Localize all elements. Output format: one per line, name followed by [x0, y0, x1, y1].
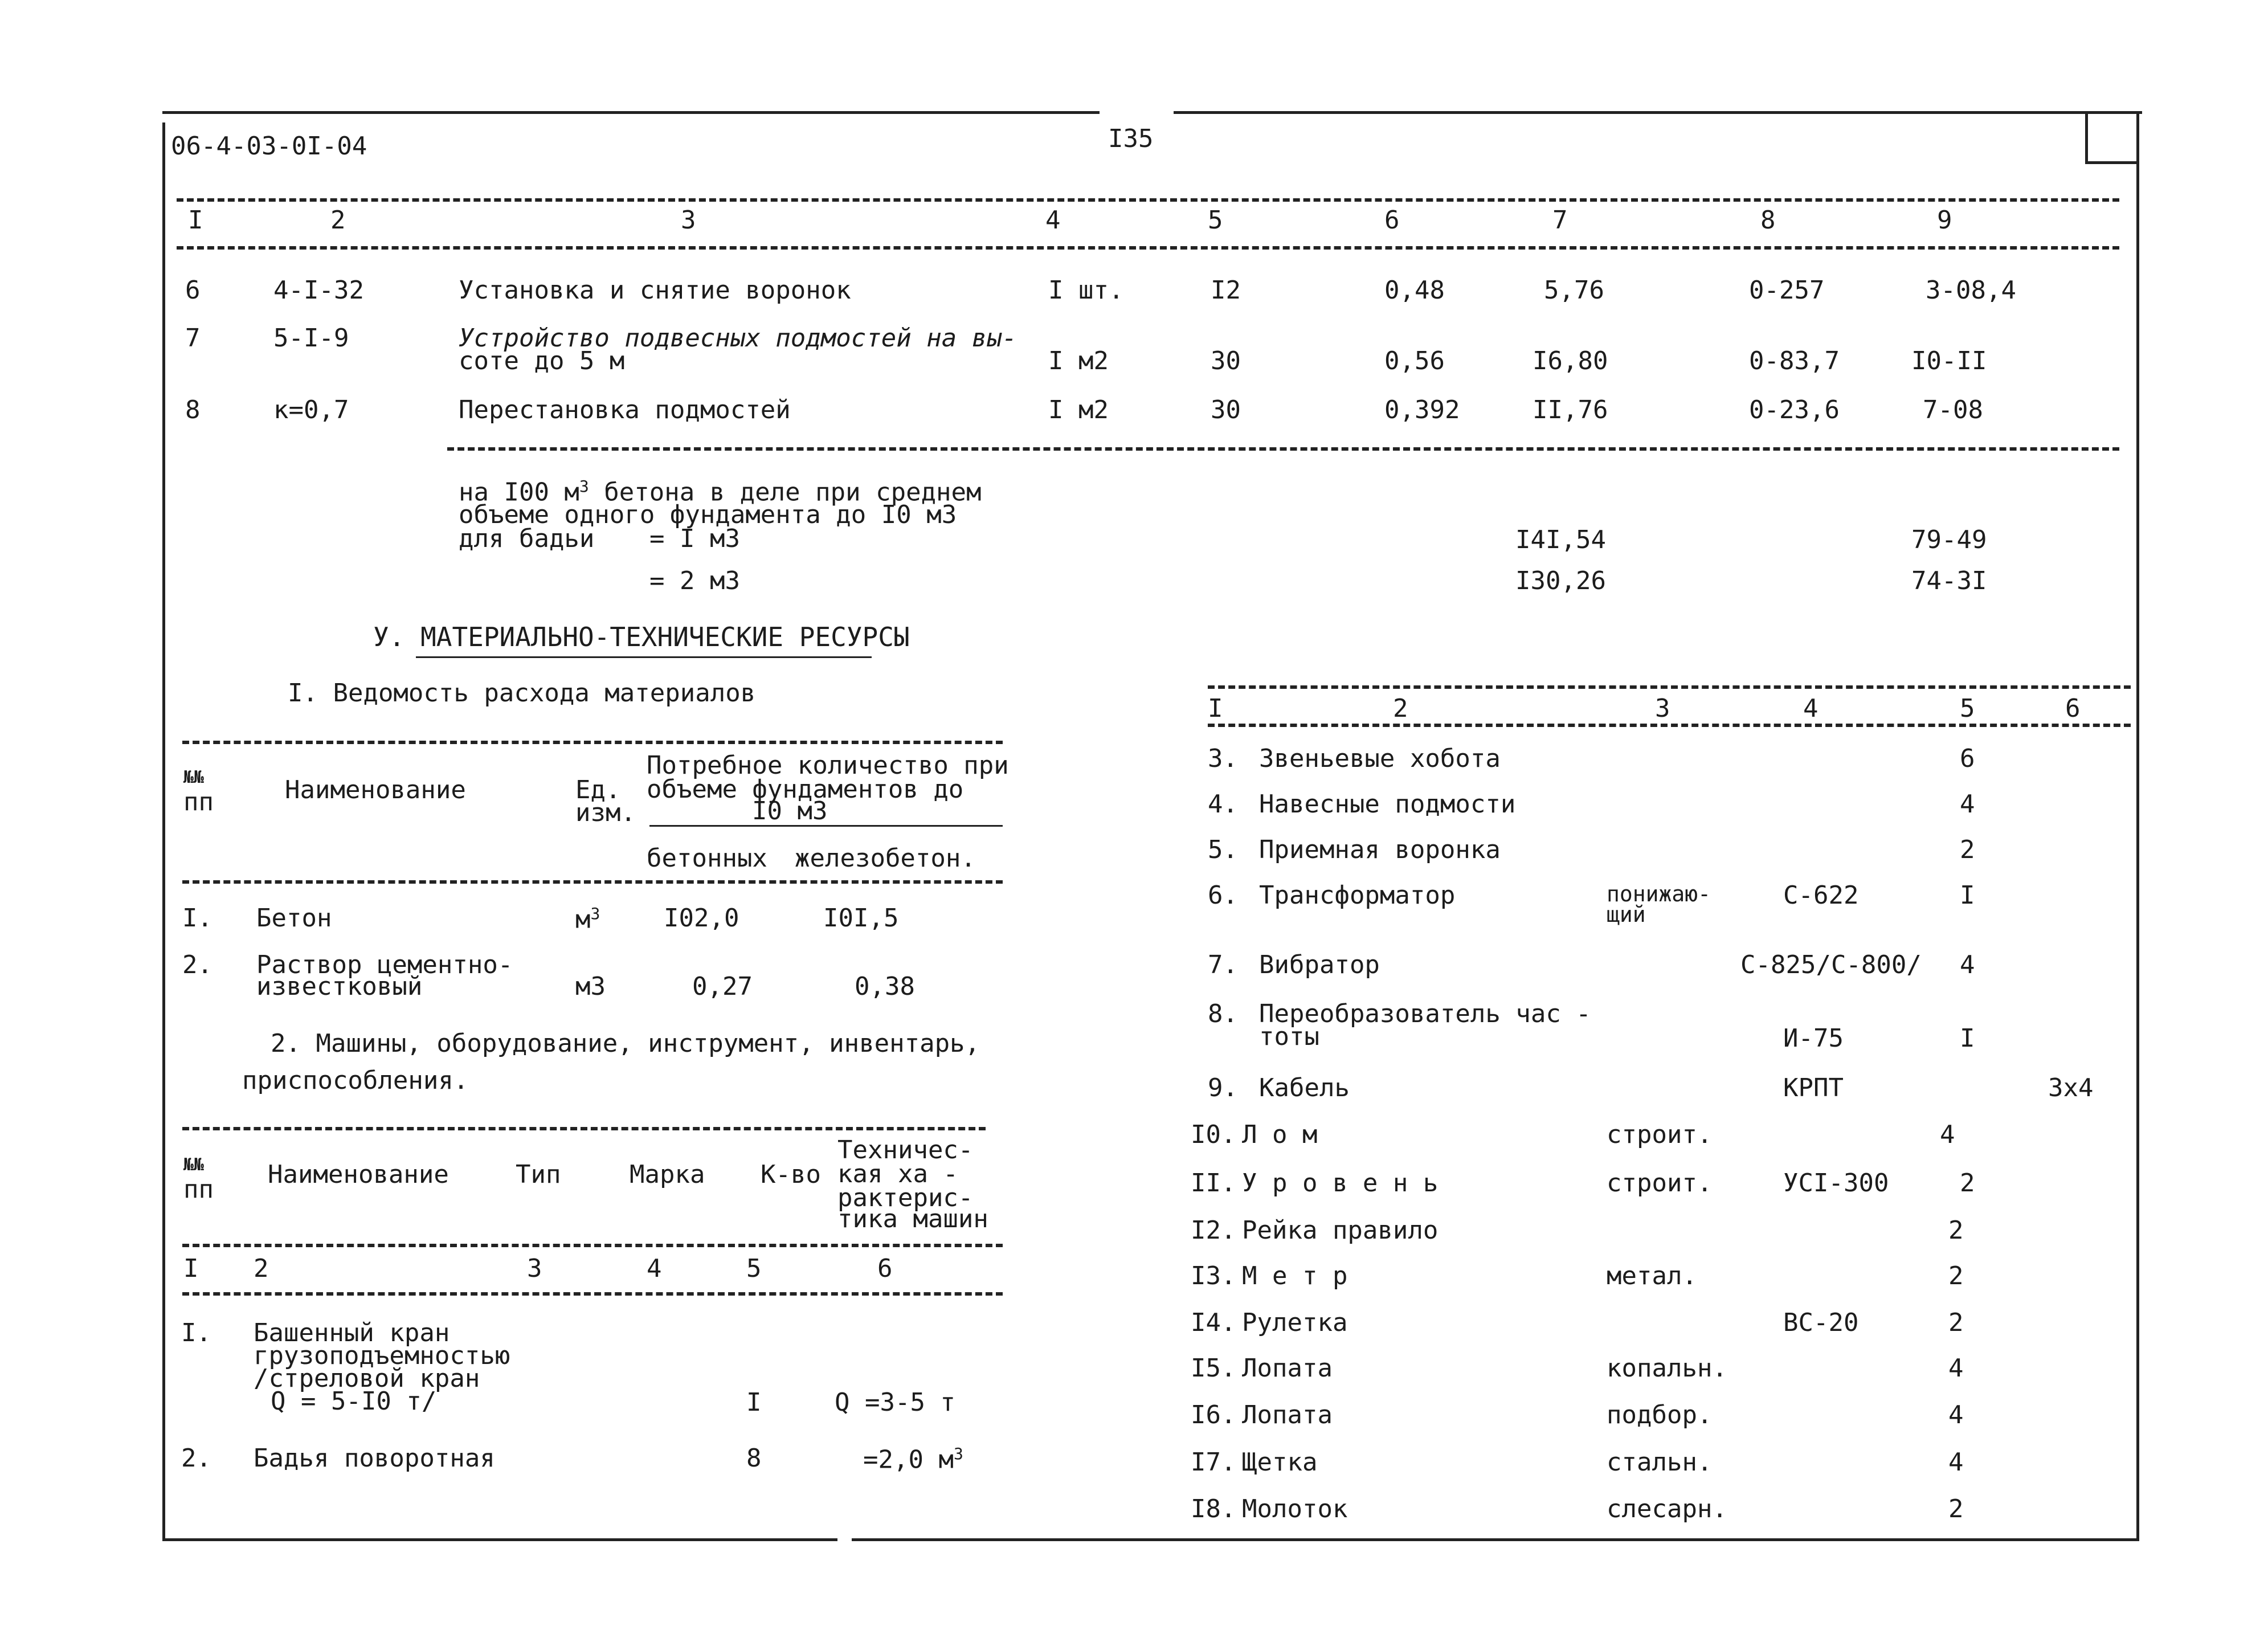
row-number: 9.	[1208, 1073, 1238, 1102]
table1-col-header: 7	[1552, 206, 1568, 235]
right-col-header: 2	[1393, 694, 1408, 723]
row-type: метал.	[1607, 1261, 1697, 1290]
row-number: I4.	[1191, 1308, 1236, 1337]
row-col6: 0,56	[1384, 346, 1445, 375]
materials-top-rule	[182, 741, 1003, 744]
section-title-underline	[416, 656, 872, 658]
row-number: I0.	[1191, 1120, 1236, 1149]
row-col9: I0-II	[1911, 346, 1987, 375]
table1-top-rule	[177, 198, 2119, 202]
row-number: II.	[1191, 1169, 1236, 1198]
row-quantity: 2	[1948, 1494, 1964, 1523]
row-name: Переобразователь час -	[1259, 999, 1591, 1028]
document-code: 06-4-03-0I-04	[171, 132, 367, 161]
row-name-cont: Q = 5-I0 т/	[271, 1387, 437, 1416]
row-quantity: 4	[1948, 1448, 1964, 1477]
machines-col-number: 2	[254, 1254, 269, 1283]
total-line-3a: для бадьи	[459, 524, 595, 553]
row-number: 7	[185, 324, 201, 353]
machines-h-tech3: рактерис-	[837, 1183, 974, 1212]
right-table-header-rule	[1208, 724, 2131, 727]
total-r1-col9: 79-49	[1911, 525, 1987, 554]
table1-col-header: 9	[1937, 206, 1952, 235]
row-col6: 0,48	[1384, 276, 1445, 305]
row-name: М е т р	[1242, 1261, 1348, 1290]
materials-header-rule	[182, 880, 1003, 884]
row-number: I6.	[1191, 1400, 1236, 1429]
frame-bottom-right	[852, 1538, 2139, 1541]
row-value-zhb: 0,38	[855, 972, 915, 1001]
machines-h-name: Наименование	[268, 1160, 449, 1189]
row-col6: 3х4	[2048, 1073, 2094, 1102]
row-name: Рулетка	[1242, 1308, 1348, 1337]
row-number: 4.	[1208, 790, 1238, 819]
row-name: Щетка	[1242, 1448, 1318, 1477]
row-number: 2.	[182, 950, 213, 979]
row-quantity: I2	[1211, 276, 1241, 305]
row-quantity: 2	[1948, 1216, 1964, 1245]
total-line-1-sup: 3	[579, 477, 589, 496]
row-number: I5.	[1191, 1354, 1236, 1383]
machines-top-rule	[182, 1127, 986, 1130]
machines-h-qty: К-во	[761, 1160, 821, 1189]
table1-bottom-rule	[447, 447, 2119, 451]
row-name-cont: грузоподъемностью	[254, 1341, 510, 1370]
row-number: I.	[182, 904, 213, 933]
row-value-beton: I02,0	[664, 904, 739, 933]
row-quantity: 2	[1948, 1261, 1964, 1290]
machines-col-number: 5	[746, 1254, 762, 1283]
total-r2-col9: 74-3I	[1911, 566, 1987, 595]
total-line-1b: бетона в деле при среднем	[589, 477, 982, 507]
page-number: I35	[1108, 124, 1154, 153]
materials-h-need1: Потребное количество при	[647, 751, 1009, 780]
machines-h-tech2: кая ха -	[837, 1159, 958, 1188]
row-name: Устройство подвесных подмостей на вы-	[459, 324, 1017, 353]
table1-col-header: 8	[1760, 206, 1776, 235]
row-number: 8.	[1208, 999, 1238, 1028]
machines-col-number: 6	[877, 1254, 893, 1283]
row-name-cont: соте до 5 м	[459, 346, 625, 375]
right-col-header: I	[1208, 694, 1223, 723]
row-name: У р о в е н ь	[1242, 1169, 1439, 1198]
row-quantity: I	[1960, 1024, 1975, 1053]
table1-col-header: 3	[681, 206, 696, 235]
machines-h-type: Тип	[516, 1160, 561, 1189]
row-number: 3.	[1208, 744, 1238, 773]
row-quantity: 4	[1960, 950, 1975, 979]
table1-header-rule	[177, 246, 2119, 250]
row-number: I3.	[1191, 1261, 1236, 1290]
row-type-cont: щий	[1607, 902, 1646, 927]
machines-title-line1: 2. Машины, оборудование, инструмент, инвентарь,	[271, 1029, 980, 1058]
materials-h-unit2: изм.	[575, 798, 636, 827]
row-quantity: 4	[1960, 790, 1975, 819]
corner-stamp-box	[2085, 113, 2138, 164]
table1-col-header: 6	[1384, 206, 1400, 235]
row-name: Молоток	[1242, 1494, 1348, 1523]
row-number: I8.	[1191, 1494, 1236, 1523]
row-name: Бетон	[256, 904, 332, 933]
row-tech-sup: 3	[953, 1444, 963, 1463]
frame-bottom-left	[162, 1538, 837, 1541]
row-name: Перестановка подмостей	[459, 395, 791, 424]
row-quantity: 8	[746, 1444, 762, 1473]
row-quantity: I	[746, 1388, 762, 1417]
row-quantity: I	[1960, 881, 1975, 910]
row-quantity: 4	[1948, 1400, 1964, 1429]
materials-h-unit1: Ед.	[575, 775, 621, 804]
row-type: строит.	[1607, 1120, 1713, 1149]
total-line-2: объеме одного фундамента до I0 м3	[459, 500, 957, 529]
frame-top-left	[162, 111, 1100, 114]
row-col9: 7-08	[1923, 395, 1983, 424]
row-name: Рейка правило	[1242, 1216, 1439, 1245]
total-r1-col7: I4I,54	[1515, 525, 1606, 554]
machines-col-number: 3	[527, 1254, 542, 1283]
row-col6: 0,392	[1384, 395, 1460, 424]
row-col8: 0-23,6	[1749, 395, 1840, 424]
row-quantity: 30	[1211, 346, 1241, 375]
frame-left	[162, 122, 165, 1541]
row-tech-text: =2,0 м	[863, 1445, 954, 1474]
row-quantity: 4	[1940, 1120, 1955, 1149]
materials-h-beton: бетонных	[647, 844, 767, 873]
materials-h-zhb: железобетон.	[795, 844, 976, 873]
total-line-3b: = I м3	[649, 524, 740, 553]
row-code: 5-I-9	[273, 324, 349, 353]
row-name-cont: известковый	[256, 972, 423, 1001]
row-mark: УСI-300	[1783, 1169, 1889, 1198]
machines-h-tech4: тика машин	[837, 1204, 988, 1233]
row-type: слесарн.	[1607, 1494, 1727, 1523]
frame-right	[2136, 111, 2139, 1541]
row-number: I7.	[1191, 1448, 1236, 1477]
frame-top-right	[1174, 111, 2142, 114]
row-number: 6	[185, 276, 201, 305]
machines-number-rule	[182, 1292, 1003, 1296]
total-r2-col7: I30,26	[1515, 566, 1606, 595]
row-type: понижаю-	[1607, 881, 1711, 906]
table1-col-header: 2	[330, 206, 346, 235]
row-code: 4-I-32	[273, 276, 364, 305]
table1-col-header: 4	[1045, 206, 1061, 235]
row-col7: I6,80	[1533, 346, 1608, 375]
row-name: Кабель	[1259, 1073, 1350, 1102]
row-tech	[863, 1446, 963, 1473]
row-name: Навесные подмости	[1259, 790, 1516, 819]
machines-col-number: 4	[647, 1254, 662, 1283]
row-unit-text: м	[575, 905, 591, 934]
row-number: 6.	[1208, 881, 1238, 910]
row-col8: 0-83,7	[1749, 346, 1840, 375]
right-col-header: 6	[2065, 694, 2081, 723]
row-type: копальн.	[1607, 1354, 1727, 1383]
row-quantity: 30	[1211, 395, 1241, 424]
row-value-beton: 0,27	[692, 972, 753, 1001]
row-col8: 0-257	[1749, 276, 1825, 305]
right-col-header: 3	[1655, 694, 1670, 723]
machines-h-num2: пп	[183, 1175, 214, 1204]
materials-h-need2: объеме фундаментов до	[647, 775, 964, 804]
row-mark: ВС-20	[1783, 1308, 1859, 1337]
row-code: к=0,7	[273, 395, 349, 424]
row-name: Трансформатор	[1259, 881, 1456, 910]
materials-subtitle: I. Ведомость расхода материалов	[288, 679, 756, 708]
total-line-4: = 2 м3	[649, 566, 740, 595]
section-title: У. МАТЕРИАЛЬНО-ТЕХНИЧЕСКИЕ РЕСУРСЫ	[373, 622, 910, 652]
materials-h-need3: I0 м3	[752, 797, 828, 826]
row-name: Звеньевые хобота	[1259, 744, 1501, 773]
right-col-header: 4	[1803, 694, 1819, 723]
row-name: Приемная воронка	[1259, 835, 1501, 864]
machines-h-mark: Марка	[630, 1160, 705, 1189]
row-name: Вибратор	[1259, 950, 1380, 979]
materials-h-name: Наименование	[285, 775, 466, 804]
row-name: Раствор цементно-	[256, 950, 513, 979]
row-name-cont: тоты	[1259, 1022, 1319, 1051]
total-line-1a: на I00 м	[459, 477, 579, 507]
row-unit: I м2	[1048, 346, 1109, 375]
row-quantity: 6	[1960, 744, 1975, 773]
row-mark: С-622	[1783, 881, 1859, 910]
row-name: Бадья поворотная	[254, 1444, 495, 1473]
row-type: строит.	[1607, 1169, 1713, 1198]
right-col-header: 5	[1960, 694, 1975, 723]
machines-header-rule	[182, 1244, 1003, 1247]
row-unit	[575, 906, 600, 933]
row-number: 8	[185, 395, 201, 424]
row-tech: Q =3-5 т	[835, 1388, 955, 1417]
row-number: I2.	[1191, 1216, 1236, 1245]
row-number: 2.	[181, 1444, 211, 1473]
row-quantity: 2	[1960, 1169, 1975, 1198]
machines-h-tech1: Техничес-	[837, 1135, 974, 1165]
row-unit: I м2	[1048, 395, 1109, 424]
row-unit-sup: 3	[590, 904, 600, 923]
row-col7: II,76	[1533, 395, 1608, 424]
materials-h-num1: №№	[183, 767, 205, 787]
table1-col-header: I	[188, 206, 203, 235]
row-mark: И-75	[1783, 1024, 1844, 1053]
row-quantity: 4	[1948, 1354, 1964, 1383]
row-number: 5.	[1208, 835, 1238, 864]
right-table-top-rule	[1208, 685, 2131, 689]
materials-h-num2: пп	[183, 787, 214, 816]
materials-need-underline	[649, 825, 1003, 827]
row-name: Л о м	[1242, 1120, 1318, 1149]
row-mark: С-825/С-800/	[1740, 950, 1922, 979]
row-name: Лопата	[1242, 1400, 1333, 1429]
row-unit: I шт.	[1048, 276, 1124, 305]
machines-col-number: I	[183, 1254, 199, 1283]
row-number: I.	[181, 1318, 211, 1347]
row-name-cont: /стреловой кран	[254, 1364, 480, 1393]
row-name: Установка и снятие воронок	[459, 276, 851, 305]
row-quantity: 2	[1948, 1308, 1964, 1337]
table1-col-header: 5	[1208, 206, 1223, 235]
row-number: 7.	[1208, 950, 1238, 979]
row-value-zhb: I0I,5	[823, 904, 899, 933]
row-type: стальн.	[1607, 1448, 1713, 1477]
row-mark: КРПТ	[1783, 1073, 1844, 1102]
row-unit: м3	[575, 972, 606, 1001]
row-quantity: 2	[1960, 835, 1975, 864]
row-name: Лопата	[1242, 1354, 1333, 1383]
machines-h-num1: №№	[183, 1155, 205, 1175]
row-col7: 5,76	[1544, 276, 1604, 305]
row-col9: 3-08,4	[1926, 276, 2016, 305]
row-name: Башенный кран	[254, 1318, 450, 1347]
machines-title-line2: приспособления.	[242, 1066, 469, 1095]
row-type: подбор.	[1607, 1400, 1713, 1429]
